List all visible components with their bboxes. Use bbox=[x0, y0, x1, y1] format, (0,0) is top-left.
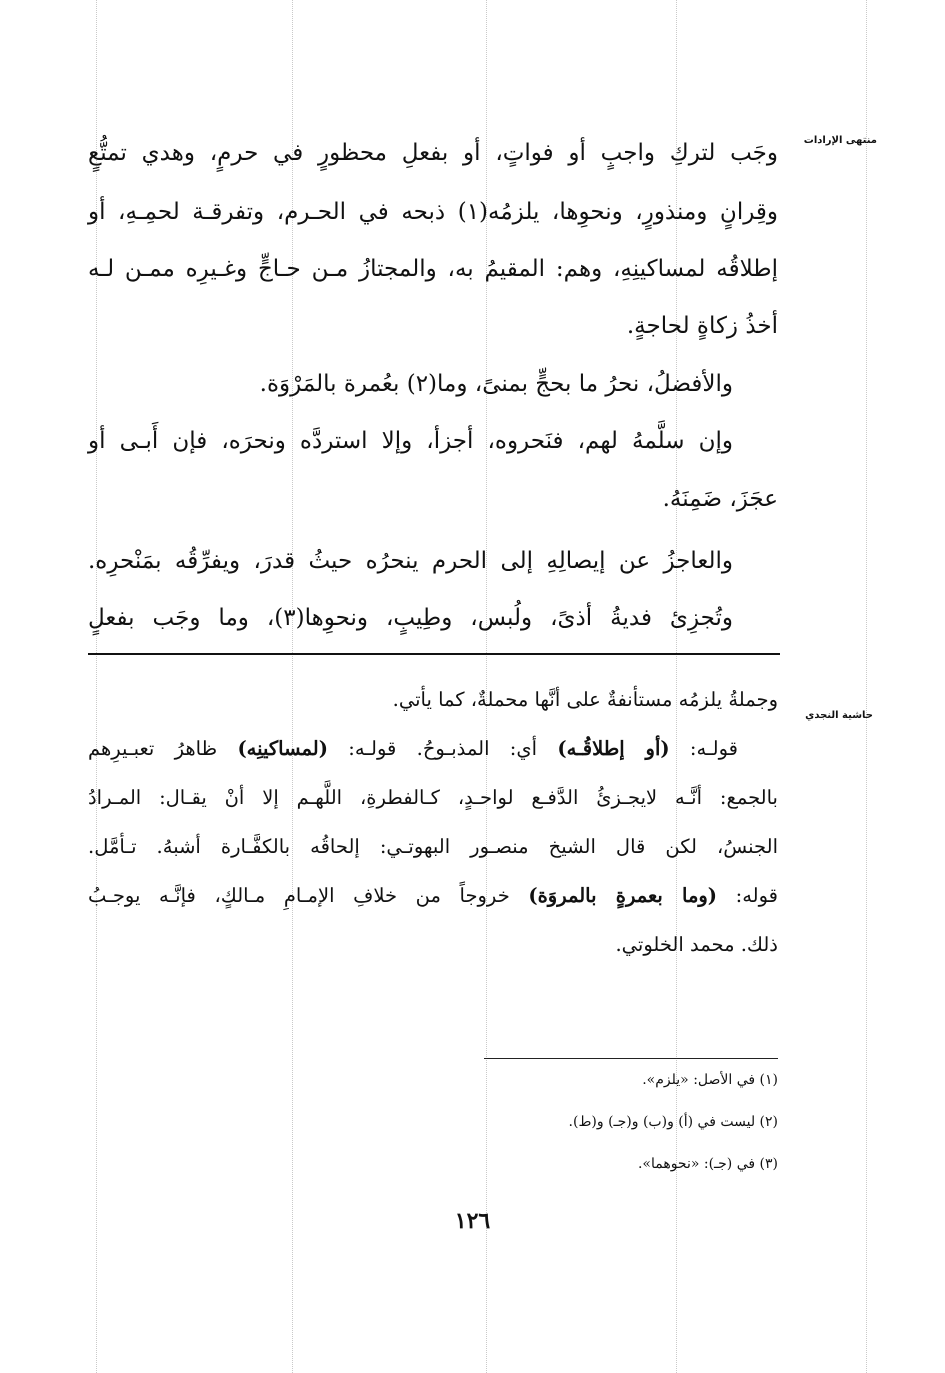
main-line: عجَزَ، ضَمِنَهُ. bbox=[662, 486, 778, 512]
commentary-line: ذلك. محمد الخلوتي. bbox=[615, 933, 778, 956]
section-divider bbox=[88, 653, 780, 655]
commentary-line: قولـه: (أو إطلاقُـه) أي: المذبـوحُ. قولـه: (لمساكينِه) ظاهرُ تعبـيرِهم bbox=[88, 737, 738, 760]
main-line: وجَب لتركِ واجبٍ أو فواتٍ، أو بفعلِ محظورٍ في حرمٍ، وهدي تمتُّعٍ bbox=[88, 140, 778, 166]
commentary-line: الجنسُ، لكن قال الشيخ منصـور البهوتـي: إلحاقُه بالكفَّـارة أشبهُ. تـأمَّل. bbox=[88, 835, 778, 858]
margin-label-commentary: حاشية النجدي bbox=[805, 710, 873, 721]
footnote: (٢) ليست في (أ) و(ب) و(جـ) و(ط). bbox=[568, 1114, 778, 1130]
main-line: وقِرانٍ ومنذورٍ، ونحوِها، يلزمُه(١) ذبحه في الحـرم، وتفرقـة لحمِـهِ، أو bbox=[88, 199, 778, 225]
commentary-line: قوله: (وما بعمرةٍ بالمروَة) خروجاً من خلافِ الإمـامِ مـالكٍ، فإنَّـه يوجـبُ bbox=[88, 884, 778, 907]
main-line: أخذُ زكاةٍ لحاجةٍ. bbox=[626, 313, 778, 339]
quoted-term: (أو إطلاقُـه) bbox=[557, 737, 670, 760]
guide-line bbox=[866, 0, 867, 1373]
main-line: إطلاقُه لمساكينِهِ، وهم: المقيمُ به، والمجتازُ مـن حـاجٍّ وغـيرِه ممـن لـه bbox=[88, 256, 778, 282]
quoted-term: (لمساكينِه) bbox=[237, 737, 328, 760]
main-line: والعاجزُ عن إيصالِهِ إلى الحرم ينحرُه حيثُ قدرَ، ويفرِّقُه بمَنْحرِه. bbox=[88, 548, 733, 574]
footnote: (١) في الأصل: «يلزم». bbox=[642, 1072, 778, 1088]
commentary-line: وجملةُ يلزمُه مستأنفةٌ على أنَّها محملةٌ، كما يأتي. bbox=[392, 688, 778, 711]
commentary-line: بالجمع: أنَّـه لايجـزئُ الدَّفـع لواحـدٍ، كـالفطرةِ، اللَّهـم إلا أنْ يقـال: المـرادُ bbox=[88, 786, 778, 809]
main-line: والأفضلُ، نحرُ ما بحجٍّ بمنىً، وما(٢) بعُمرة بالمَرْوَة. bbox=[259, 371, 733, 397]
main-line: وتُجزِئ فديةُ أذىً، ولُبس، وطِيبٍ، ونحوِها(٣)، وما وجَب بفعلٍ bbox=[88, 605, 733, 631]
main-line: وإن سلَّمهُ لهم، فنَحروه، أجزأ، وإلا استردَّه ونحرَه، فإن أَبـى أو bbox=[88, 428, 733, 454]
margin-label-main: منتهى الإرادات bbox=[803, 135, 877, 146]
footnote-separator bbox=[484, 1058, 778, 1059]
page-number: ١٢٦ bbox=[454, 1208, 491, 1234]
footnote: (٣) في (جـ): «نحوهما». bbox=[637, 1156, 778, 1172]
quoted-term: (وما بعمرةٍ بالمروَة) bbox=[528, 884, 718, 907]
